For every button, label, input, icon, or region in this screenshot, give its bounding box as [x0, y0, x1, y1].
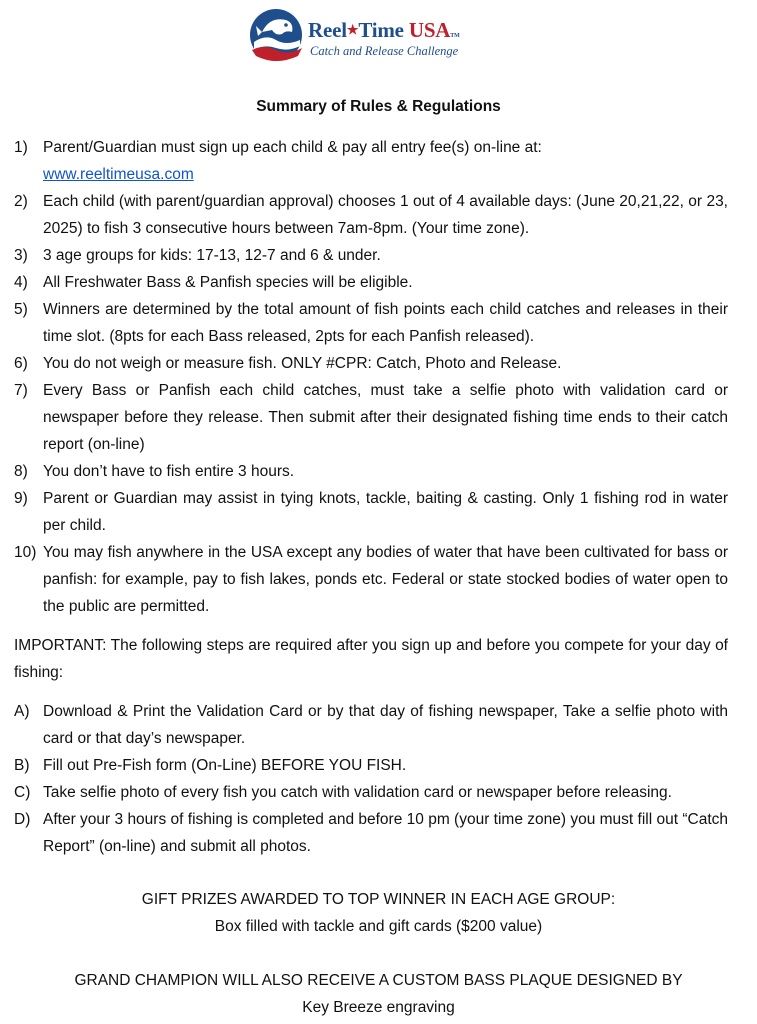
rule-item: 4) All Freshwater Bass & Panfish species will be eligible.	[14, 274, 413, 291]
rule-item: 10) You may fish anywhere in the USA except any bodies of water that have been cultivated for bass or panfish: for example, pay to fish lakes, ponds etc. Federal or state stocked bodies of water open to the public are permitted.	[14, 544, 728, 615]
rule-item: 9) Parent or Guardian may assist in tying knots, tackle, baiting & casting. Only 1 fishing rod in water per child.	[14, 490, 728, 534]
logo-title: Reel★Time USATM	[308, 18, 460, 42]
page-title: Summary of Rules & Regulations	[256, 98, 501, 115]
step-item: C) Take selfie photo of every fish you catch with validation card or newspaper before releasing.	[14, 784, 672, 801]
rule-item: 1) Parent/Guardian must sign up each child & pay all entry fee(s) on-line at: www.reeltimeusa.com	[14, 139, 542, 183]
important-note: IMPORTANT: The following steps are required after you sign up and before you compete for your day of fishing:	[14, 637, 728, 681]
prizes-block	[0, 886, 757, 940]
rule-item: 7) Every Bass or Panfish each child catches, must take a selfie photo with validation card or newspaper before they release. Then submit after their designated fishing time ends to their catch report (on-line)	[14, 382, 728, 453]
grand-champion-heading: GRAND CHAMPION WILL ALSO RECEIVE A CUSTOM BASS PLAQUE DESIGNED BY	[74, 972, 683, 989]
prizes-heading: GIFT PRIZES AWARDED TO TOP WINNER IN EACH AGE GROUP:	[141, 891, 616, 908]
logo-subtitle: Catch and Release Challenge	[310, 44, 459, 58]
rule-item: 3) 3 age groups for kids: 17-13, 12-7 and 6 & under.	[14, 247, 381, 264]
grand-champion-block	[0, 967, 757, 1021]
grand-champion-engraver: Key Breeze engraving	[302, 999, 455, 1016]
rule-item: 5) Winners are determined by the total amount of fish points each child catches and releases in their time slot. (8pts for each Bass released, 2pts for each Panfish released).	[14, 301, 728, 345]
step-item: D) After your 3 hours of fishing is completed and before 10 pm (your time zone) you must fill out “Catch Report” (on-line) and submit all photos.	[14, 811, 728, 855]
fish-emblem-icon	[248, 6, 304, 64]
rules-list	[14, 134, 728, 620]
step-item: B) Fill out Pre-Fish form (On-Line) BEFORE YOU FISH.	[14, 757, 407, 774]
website-link[interactable]: www.reeltimeusa.com	[43, 166, 194, 183]
reeltime-logo	[248, 6, 478, 66]
rule-item: 8) You don’t have to fish entire 3 hours.	[14, 463, 295, 480]
rule-item: 6) You do not weigh or measure fish. ONLY #CPR: Catch, Photo and Release.	[14, 355, 562, 372]
step-item: A) Download & Print the Validation Card or by that day of fishing newspaper, Take a selfie photo with card or that day’s newspaper.	[14, 703, 728, 747]
prizes-description: Box filled with tackle and gift cards ($200 value)	[214, 918, 543, 935]
rule-item: 2) Each child (with parent/guardian approval) chooses 1 out of 4 available days: (June 20,21,22, or 23, 2025) to fish 3 consecutive hours between 7am-8pm. (Your time zone).	[14, 193, 728, 237]
steps-list	[14, 698, 728, 860]
